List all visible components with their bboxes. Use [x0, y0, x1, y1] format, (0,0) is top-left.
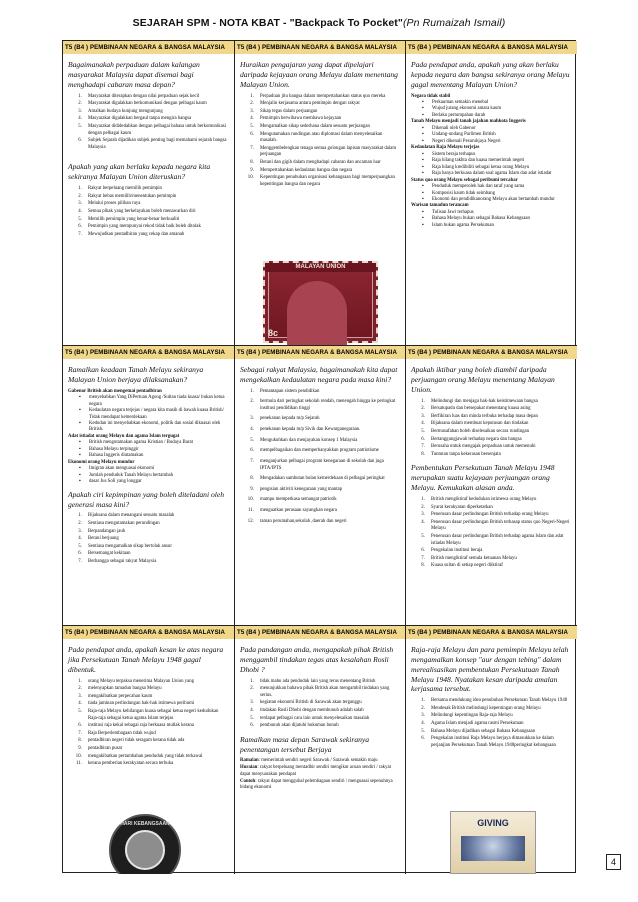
list-item: 12. taman perumahan,sekolah ,daerah dan negeri — [255, 519, 400, 526]
list-item: 4. Bijaksana dalam membuat keputusan dan tindakan — [426, 421, 572, 428]
list-item: 5. terdapat pelbagai cara lain untuk menyelesaikan masalah — [255, 716, 400, 723]
bullet-item: ▪ Berlaku pertumpahan darah — [432, 113, 572, 119]
note-cell-2 — [235, 41, 406, 346]
list-item: 6. Bersemangat kekitaan — [83, 551, 229, 558]
question: Bagaimanakah perpaduan dalam kalangan masyarakat Malaysia dapat disemai bagi menghadapi cabaran masa depan? — [68, 59, 200, 89]
question-2: Apakah ciri kepimpinan yang boleh diteladani oleh generasi masa kini? — [68, 489, 225, 509]
section-title: Kedaulatan Raja Melayu terjejas — [411, 145, 480, 151]
list-item: 2. Masyarakat digalakkan berkomunikasi dengan pelbagai kaum — [83, 101, 229, 108]
page-title: SEJARAH SPM - NOTA KBAT - "Backpack To Pocket"(Pn Rumaizah Ismail) — [132, 17, 506, 29]
list-item: 4. tindakan Rosli Dhobi dengan membunuh adalah salah — [255, 708, 400, 715]
list-item: 8. Berani dan gigih dalam menghadapi cabaran dan ancaman luar — [255, 160, 400, 167]
list-item: 3. penekanan kepada m/p Sejarah — [255, 416, 400, 423]
question: Pada pandangan anda, mengapakah pihak British menggambil tindakan tegas atas kesalahan Rosli Dhobi ? — [240, 644, 394, 674]
list-item: 5. Raja-raja Melayu kehilangan kuasa sebagai ketua negeri kedudukan Raja-raja sebagai ketua agama Islam terjejas — [83, 709, 229, 722]
list-item: 10. mampu memperkasa semangat patriotik — [255, 497, 400, 504]
answer-list — [406, 399, 577, 459]
bullet-item: ▪ Jumlah penduduk Tanah Melayu bertambah — [89, 473, 229, 479]
book-cover-image: GIVING — [450, 811, 536, 874]
paragraph: Contoh: rakyat dapat menggubal pelembagaan sendiri / menguasai sepenuhnya bidang ekonomi — [240, 778, 393, 791]
list-item: 2. menunjukkan bahawa pihak British akan mengambil tindakan yang serius. — [255, 686, 400, 699]
question: Ramalkan keadaan Tanah Melayu sekiranya Malayan Union berjaya dilaksanakan? — [68, 364, 204, 384]
commemorative-seal: HARI KEBANGSAAN — [109, 814, 181, 874]
list-item: 2. Sentiasa mengutamakan perundingan — [83, 521, 229, 528]
bullet-item: ▪ dasar Jus Soli yang longgar — [89, 479, 229, 485]
list-item: 10. Kepentingan penubuhan organisasi kebangsaan bagi memperjuangkan kepentingan bangsa dan negara — [255, 175, 400, 188]
section-title: Status quo orang Melayu sebagai peribumi tercabar — [411, 177, 518, 183]
list-item: 3. Amalkan budaya kunjung mengunjung — [83, 109, 229, 116]
list-item: 6. Bertanggungjawab terhadap negara dan bangsa — [426, 437, 572, 444]
answer-list — [406, 698, 577, 749]
list-item: 1. orang Melayu terpaksa menerima Malayan Union yang — [83, 679, 229, 686]
cell-header: T5 (B4 ) PEMBINAAN NEGARA & BANGSA MALAYSIA — [235, 41, 405, 54]
note-cell-6 — [406, 346, 577, 626]
list-item: 4. Pemimpin berwibawa membawa kejayaan — [255, 116, 400, 123]
answer-list — [63, 679, 234, 768]
list-item: 4. Penerusan dasar perlindungan British terhasap status quo Negeri-Negeri Melayu — [426, 520, 572, 533]
list-item: 7. Raja Berperlembagaan tidak wujud — [83, 731, 229, 738]
question: Apakah iktibar yang boleh diambil daripada perjuangan orang Melayu menentang Malayan Union. — [411, 364, 555, 394]
list-item: 2. Syarat kerakyatan diperketatkan — [426, 505, 572, 512]
bullet-item: ▪ Tulisan Jawi terhapus — [432, 210, 572, 216]
bullet-item: ▪ Raja hilang kredibiliti sebagai ketua orang Melayu — [432, 165, 572, 171]
notes-grid — [62, 40, 576, 873]
list-item: 7. menganjurkan pelbagai program kenegaraan di sekolah dan juga IPTA/IPTS — [255, 459, 400, 472]
note-cell-4 — [63, 346, 235, 626]
list-item: 4. Masyarakat digalakkan bergaul tanpa mengira bangsa — [83, 116, 229, 123]
cell-header: T5 (B4 ) PEMBINAAN NEGARA & BANGSA MALAYSIA — [235, 626, 405, 639]
list-item: 8. Kuasa sultan di setiap negeri diiktiraf — [426, 563, 572, 570]
note-cell-8 — [235, 626, 406, 874]
paragraph: Huraian: rakyat berpeluang mentadbir sendiri mengikut acuan sendiri / rakyat dapat menyuarakan pendapat — [240, 765, 391, 777]
section-title: Warisan tamadun terancam — [411, 203, 469, 209]
list-item: 9. Mempertahankan kedaulatan bangsa dan negara — [255, 168, 400, 175]
list-item: 7. Berbangga sebagai rakyat Malaysia — [83, 559, 229, 566]
answer-list-2 — [63, 513, 234, 565]
list-item: 8. pentadbiran negeri tidak seragam kerana tidak ada — [83, 738, 229, 745]
question-2: Pembentukan Persekutuan Tanah Melayu 1948 merupakan suatu kejayaan perjuangan orang Melayu. Kemukakan alasan anda. — [411, 463, 555, 493]
list-item: 1. Rakyat berpeluang memilih pemimpin — [83, 186, 229, 193]
list-item: 7. Menggembelengkan tenaga semua golongan lapisan masyarakat dalam perjuangan — [255, 146, 400, 159]
list-item: 3. Berfikiran luas dan minda terbuka terhadap masa depan — [426, 414, 572, 421]
question: Sebagai rakyat Malaysia, bagaimanakah kita dapat mengekalkan kedaulatan negara pada masa kini? — [240, 364, 398, 384]
list-item: 3. mengakibatkan perpecahan kaum — [83, 694, 229, 701]
list-item: 2. Menjalin kerjasama antara pemimpin dengan rakyat — [255, 101, 400, 108]
section-title: Negara tidak stabil — [411, 93, 451, 99]
list-item: 5. Bahasa Melayu dijadikan sebagai Bahasa Kebangsaan — [426, 729, 572, 736]
list-item: 4. Agama Islam menjadi agama rasmi Persekutuan — [426, 721, 572, 728]
question: Pada pendapat anda, apakah yang akan berlaku kepada negara dan bangsa sekiranya orang Melayu gagal menentang Malayan Union? — [411, 59, 570, 89]
list-item: 1. Pemantapan sistem pendidikan — [255, 389, 400, 396]
list-item: 2. melenyapkan tamadun bangsa Melayu — [83, 686, 229, 693]
list-item: 1. Masyarakat diterapkan dengan nilai perpaduan sejak kecil — [83, 94, 229, 101]
question-2: Ramalkan masa depan Sarawak sekiranya penentangan tersebut Berjaya — [240, 734, 370, 754]
bullet-item: ▪ Wujud jurang ekonomi antara kaum — [432, 106, 572, 112]
list-item: 3. kegiatan ekonomi British di Sarawak akan terganggu — [255, 700, 400, 707]
list-item: 5. Sentiasa mengamalkan sikap bertolak ansur — [83, 544, 229, 551]
list-item: 3. Sikap tegas dalam perjuangan — [255, 109, 400, 116]
bullet-item: ▪ Imigran akan menguasai ekonomi — [89, 466, 229, 472]
list-item: 4. Berani berjuang — [83, 536, 229, 543]
list-item: 6. mempelbagaikan dan memperbanyakkan program patriotisme — [255, 448, 400, 455]
bullet-item: ▪ Bahasa Inggeris diutamakan — [89, 453, 229, 459]
bullet-item: ▪ Komposisi kaum tidak seimbang — [432, 191, 572, 197]
list-item: 5. Masyarakat dididedahkan dengan pelbagai bahasa untuk berkomunikasi dengan pelbagai kaum — [83, 124, 229, 137]
cell-header: T5 (B4 ) PEMBINAAN NEGARA & BANGSA MALAYSIA — [406, 41, 577, 54]
list-item: 5. Memilih pemimpin yang benar-benar berkualiti — [83, 217, 229, 224]
list-item: 6. Pengekalan institusi Raja Melayu berjaya dimasukkan ke dalam perjanjian Persekutuan Tanah Melayu 1948peringkat kebangsaan — [426, 736, 572, 749]
cell-header: T5 (B4 ) PEMBINAAN NEGARA & BANGSA MALAYSIA — [63, 346, 234, 359]
list-item: 11. menguatkan perasaan sayangkan negara — [255, 508, 400, 515]
cell-header: T5 (B4 ) PEMBINAAN NEGARA & BANGSA MALAYSIA — [406, 626, 577, 639]
list-item: 5. Penerusan dasar perlindungan British terhadap agama Islam dan adat istiadat Melayu — [426, 534, 572, 547]
bullet-item: ▪ Raja hilang takhta dan kuasa memerintah negeri — [432, 158, 572, 164]
bullet-item: ▪ Bahasa Melayu terpinggir — [89, 447, 229, 453]
note-cell-9 — [406, 626, 577, 874]
list-item: 2. Mendesak British melindungi kepentingan orang Melayu — [426, 706, 572, 713]
list-item: 8. Tuntutan tanpa kekerasan bersenjata — [426, 452, 572, 459]
list-item: 8. Mengadakan sambutan bulan kemerdekaan di pelbagai peringkat — [255, 476, 400, 483]
list-item: 5. Mengamalkan sikap sederhana dalam sesuatu perjuangan — [255, 124, 400, 131]
answer-list — [235, 94, 405, 189]
bullet-item: ▪ Undang-undang Parlimen British — [432, 132, 572, 138]
bullet-item: ▪ British mengutamakan agama Kristian / Budaya Barat — [89, 440, 229, 446]
list-item: 2. bermula dari peringkat sekolah rendah, menengah hingga ke peringkat institusi pendidikan tinggi — [255, 399, 400, 412]
cell-header: T5 (B4 ) PEMBINAAN NEGARA & BANGSA MALAYSIA — [235, 346, 405, 359]
note-cell-1 — [63, 41, 235, 346]
list-item: 4. Semua pihak yang berkelayakan boleh menawarkan diri — [83, 209, 229, 216]
answer-list-2 — [406, 497, 577, 570]
list-item: 7. Berusaha untuk mengajak perpaduan untuk memenuhi — [426, 444, 572, 451]
question: Pada pendapat anda, apakah kesan ke atas negara jika Persekutuan Tanah Melayu 1948 gagal dibentuk. — [68, 644, 224, 674]
list-item: 6. Pemimpin yang mempunyai rekod tidak baik boleh ditolak — [83, 224, 229, 231]
answer-list — [235, 679, 405, 730]
answer-list — [63, 94, 234, 152]
note-cell-7 — [63, 626, 235, 874]
list-item: 6. institusi raja kekal sebagai raja berkuasa mutlak kerana — [83, 723, 229, 730]
bullet-item: ▪ menyebabkan Yang DiPertuan Agong /Sultan tiada kuasa/ bukan ketua negara — [89, 395, 229, 408]
bullet-item: ▪ Negeri dikenali Pesuruhjaya Negeri — [432, 139, 572, 145]
page-number: 4 — [606, 854, 621, 870]
list-item: 2. Bersatupadu dan bersepakat menentang kuasa asing — [426, 406, 572, 413]
list-item: 1. Bersama mendukung idea penubuhan Persekutuan Tanah Melayu 1948 — [426, 698, 572, 705]
bullet-item: ▪ Perkauman semakin menebal — [432, 100, 572, 106]
answer-list — [235, 389, 405, 526]
paragraph: Ramalan: memerintah sendiri negeri Sarawak / Sarawak semakin maju — [240, 758, 378, 764]
section-title: Ekonomi orang Melayu mundur — [68, 459, 135, 465]
list-item: 6. Subjek Sejarah dijadikan subjek penting bagi memahami sejarah bangsa Malaysia — [83, 138, 229, 151]
cell-header: T5 (B4 ) PEMBINAAN NEGARA & BANGSA MALAYSIA — [406, 346, 577, 359]
malayan-union-stamp: MALAYAN UNION 8c — [263, 261, 378, 343]
bullet-item: ▪ Bahasa Melayu bukan sebagai Bahasa Kebangsaan — [432, 216, 572, 222]
cell-header: T5 (B4 ) PEMBINAAN NEGARA & BANGSA MALAYSIA — [63, 41, 234, 54]
list-item: 3. Melindungi kepentingan Raja-raja Melayu — [426, 713, 572, 720]
section-title: Tanah Melayu menjadi tanah jajahan mahkota Inggeris — [411, 119, 526, 125]
note-cell-3 — [406, 41, 577, 346]
bullet-item: ▪ Dikenali oleh Gabenor — [432, 126, 572, 132]
question: Raja-raja Melayu dan para pemimpin Melayu telah mengamalkan konsep "aur dengan tebing" dalam merealisasikan pembentukan Persekutuan Tanah Melayu 1948. Nyatakan kesan daripada amalan kerjasama tersebut. — [411, 644, 569, 694]
list-item: 4. penekanan kepada m/p Sivik dan Kewarganegaraan. — [255, 427, 400, 434]
list-item: 1. Bijaksana dalam menangani sesuatu masalah — [83, 513, 229, 520]
bullet-item: ▪ Islam bukan agama Persekutuan — [432, 223, 572, 229]
list-item: 11. kerana pemberian kerakyatan secara terbuka — [83, 761, 229, 768]
list-item: 9. pentadbiran pusat — [83, 746, 229, 753]
list-item: 3. Melalui proses pilihan raya — [83, 201, 229, 208]
section-title: Adat istiadat orang Melayu dan agama Islam tergugat — [68, 433, 180, 439]
bullet-item: ▪ Raja hanya berkuasa dalam soal agama Islam dan adat istiadat — [432, 171, 572, 177]
list-item: 6. Mengutamakan rundingan atau diplomasi dalam menyelesaikan masalah. — [255, 132, 400, 145]
list-item: 7. Mewujudkan pentadbiran yang cekap dan amanah — [83, 232, 229, 239]
list-item: 6. pembunuh akan dijatuhi hukuman bunuh — [255, 723, 400, 730]
question-2: Apakah yang akan berlaku kepada negara kita sekiranya Malayan Union diteruskan? — [68, 162, 211, 182]
bullet-item: ▪ Ekonomi dan pendidikanorang Melayu akan bertambah mundur — [432, 197, 572, 203]
list-item: 6. Pengekalan institusi beraja — [426, 548, 572, 555]
list-item: 1. tidak mahu ada penduduk lain yang terus menentang British — [255, 679, 400, 686]
question: Huraikan pengajaran yang dapat dipelajari daripada kejayaan orang Melayu dalam menentang Malayan Union. — [240, 59, 398, 89]
bullet-item: ▪ Sistem beraja terhapus — [432, 152, 572, 158]
list-item: 4. tiada jaminan perlindungan hak-hak istimewa peribumi — [83, 701, 229, 708]
bullet-item: ▪ Kedudan ini menyebabkan ekonomi, politik dan sosial dikuasai oleh British. — [89, 421, 229, 434]
list-item: 3. Berpandangan jauh — [83, 529, 229, 536]
cell-header: T5 (B4 ) PEMBINAAN NEGARA & BANGSA MALAYSIA — [63, 626, 234, 639]
list-item: 1. British mengiktiraf kedudukan istimewa orang Melayu — [426, 497, 572, 504]
section-title: Gabenor British akan mengetuai pentadbiran — [68, 388, 162, 394]
list-item: 3. Penerusan dasar perlindungan British terhadap orang Melayu — [426, 512, 572, 519]
list-item: 5. Mengukuhkan dan menjayakan konsep 1 Malaysia — [255, 438, 400, 445]
note-cell-5 — [235, 346, 406, 626]
list-item: 1. Melindungi dan menjaga hak-hak keistimewaan bangsa — [426, 399, 572, 406]
list-item: 2. Rakyat bebas memilih/menentukan pemimpin — [83, 194, 229, 201]
list-item: 9. pengisian aktiviti kenegaraan yang mantap — [255, 487, 400, 494]
list-item: 10. mengakibatkan pertambahan penduduk yang tidak terkawal — [83, 754, 229, 761]
list-item: 7. British mengiktiraf semula ketuanan Melayu — [426, 556, 572, 563]
list-item: 1. Perpaduan jitu bangsa dalam mempertahankan status quo mereka — [255, 94, 400, 101]
bullet-item: ▪ Kedaulatan negara terjejas / negara kita masih di bawah kuasa British/ Tidak mendapat kemerdekaan — [89, 408, 229, 421]
answer-list-2 — [63, 186, 234, 238]
list-item: 5. Bermusafahan boleh diselesaikan secara rundingan — [426, 429, 572, 436]
bullet-item: ▪ Penduduk memperoleh hak dan taraf yang sama — [432, 184, 572, 190]
